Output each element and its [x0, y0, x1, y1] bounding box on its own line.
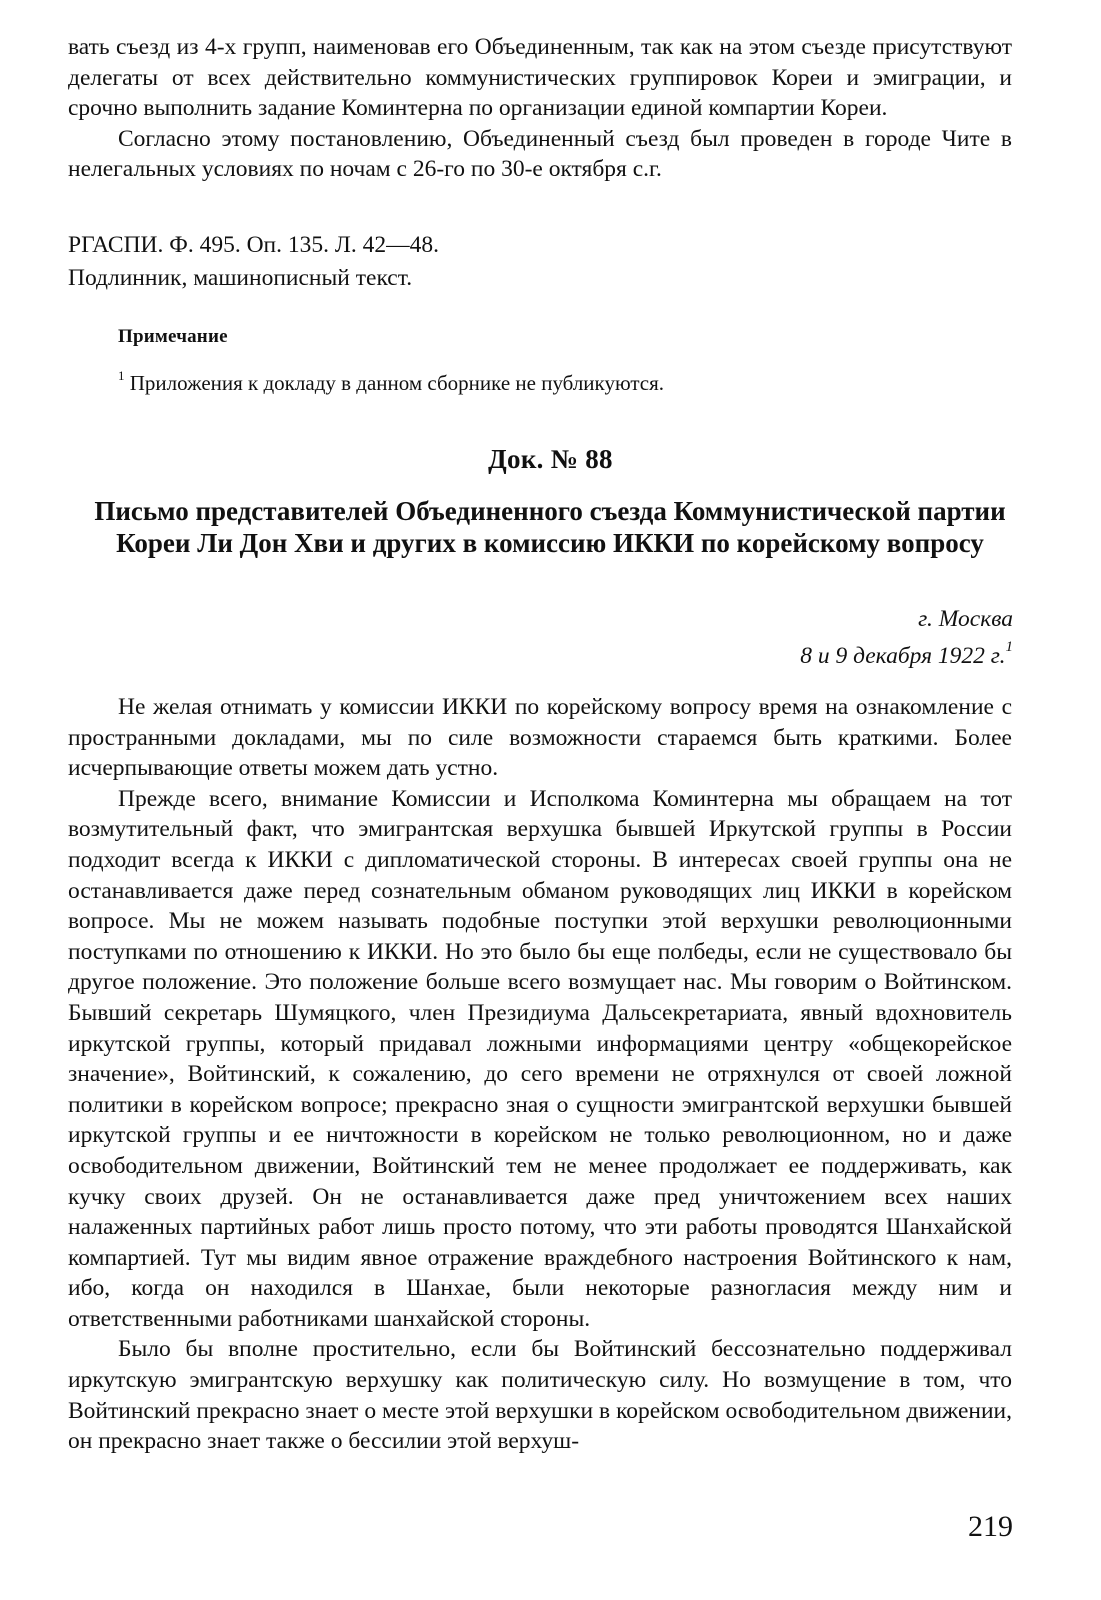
footnote-marker: 1	[118, 368, 125, 383]
date-footnote-marker: 1	[1005, 638, 1013, 655]
top-text-block	[68, 32, 1012, 185]
paragraph: Прежде всего, внимание Комиссии и Исполкома Коминтерна мы обращаем на тот возмутительный факт, что эмигрантская верхушка бывшей Иркутской группы в России подходит всегда к ИККИ с дипломатической стороны. В интересах своей группы она не останавливается даже перед сознательным обманом руководящих лиц ИККИ в корейском вопросе. Мы не можем называть подобные поступки этой верхушки революционными поступками по отношению к ИККИ. Но это было бы еще полбеды, если не существовало бы другое положение. Это положение больше всего возмущает нас. Мы говорим о Войтинском. Бывший секретарь Шумяцкого, член Президиума Дальсекретариата, явный вдохновитель иркутской группы, который придавал ложными информациями центру «общекорейское значение», Войтинский, к сожалению, до сего времени не отряхнулся от своей ложной политики в корейском вопросе; прекрасно зная о сущности эмигрантской верхушки бывшей иркутской группы и ее ничтожности в корейском не только революционном, но и даже освободительном движении, Войтинский тем не менее продолжает ее поддерживать, как кучку своих друзей. Он не останавливается даже пред уничтожением всех наших налаженных партийных работ лишь просто потому, что эти работы проводятся Шанхайской компартией. Тут мы видим явное отражение враждебного настроения Войтинского к нам, ибо, когда он находился в Шанхае, были некоторые разногласия между ним и ответственными работниками шанхайской стороны.	[68, 785, 1012, 1332]
footnote-text: Приложения к докладу в данном сборнике не публикуются.	[124, 371, 665, 395]
note-heading: Примечание	[118, 326, 228, 347]
archive-reference: РГАСПИ. Ф. 495. Оп. 135. Л. 42—48.	[68, 232, 439, 258]
document-title: Письмо представителей Объединенного съезда Коммунистической партии Кореи Ли Дон Хви и других в комиссию ИККИ по корейскому вопросу	[94, 496, 1006, 558]
archive-origin: Подлинник, машинописный текст.	[68, 265, 413, 291]
letter-body	[68, 692, 1012, 1457]
page-number: 219	[968, 1510, 1013, 1543]
document-date: 8 и 9 декабря 1922 г.	[800, 642, 1006, 669]
paragraph: Не желая отнимать у комиссии ИККИ по корейскому вопросу время на ознакомление с пространными докладами, мы по силе возможности стараемся быть краткими. Более исчерпывающие ответы можем дать устно.	[68, 694, 1012, 782]
document-number: Док. № 88	[488, 444, 613, 474]
document-date-line	[800, 635, 1013, 671]
place-date-block	[800, 604, 1013, 671]
paragraph: Согласно этому постановлению, Объединенный съезд был проведен в городе Чите в нелегальных условиях по ночам с 26-го по 30-е октября с.г.	[68, 125, 1012, 183]
paragraph-continued: вать съезд из 4-х групп, наименовав его Объединенным, так как на этом съезде присутствуют делегаты от всех действительно коммунистических группировок Кореи и эмиграции, и срочно выполнить задание Коминтерна по организации единой компартии Кореи.	[68, 34, 1012, 122]
document-place: г. Москва	[918, 606, 1013, 632]
paragraph: Было бы вполне простительно, если бы Войтинский бессознательно поддерживал иркутскую эмигрантскую верхушку как политическую силу. Но возмущение в том, что Войтинский прекрасно знает о месте этой верхушки в корейском освободительном движении, он прекрасно знает также о бессилии этой верхуш-	[68, 1336, 1012, 1455]
footnote	[118, 364, 664, 397]
